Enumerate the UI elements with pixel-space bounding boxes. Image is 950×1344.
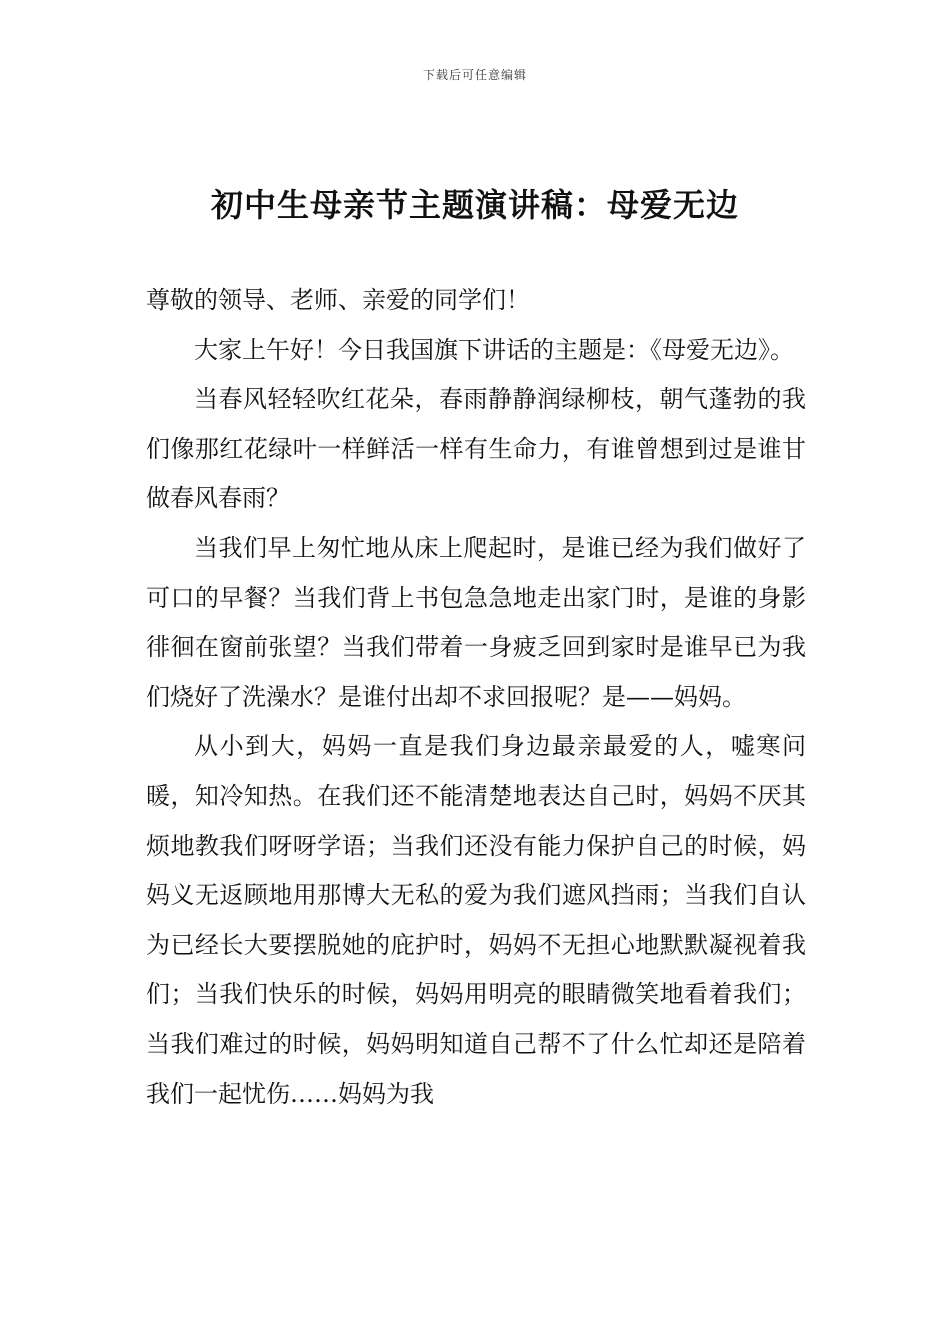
document-body	[146, 276, 806, 1119]
paragraph-4: 从小到大，妈妈一直是我们身边最亲最爱的人，嘘寒问暖，知冷知热。在我们还不能清楚地表达自己时，妈妈不厌其烦地教我们呀呀学语；当我们还没有能力保护自己的时候，妈妈义无返顾地用那博大无私的爱为我们遮风挡雨；当我们自认为已经长大要摆脱她的庇护时，妈妈不无担心地默默凝视着我们；当我们快乐的时候，妈妈用明亮的眼睛微笑地看着我们；当我们难过的时候，妈妈明知道自己帮不了什么忙却还是陪着我们一起忧伤……妈妈为我	[146, 732, 806, 1108]
paragraph-2: 当春风轻轻吹红花朵，春雨静静润绿柳枝，朝气蓬勃的我们像那红花绿叶一样鲜活一样有生命力，有谁曾想到过是谁甘做春风春雨？	[146, 385, 806, 513]
paragraph-1: 大家上午好！今日我国旗下讲话的主题是：《母爱无边》。	[194, 335, 794, 364]
document-title: 初中生母亲节主题演讲稿：母爱无边	[210, 186, 739, 224]
paragraph-3: 当我们早上匆忙地从床上爬起时，是谁已经为我们做好了可口的早餐？当我们背上书包急急地走出家门时，是谁的身影徘徊在窗前张望？当我们带着一身疲乏回到家时是谁早已为我们烧好了洗澡水？是谁付出却不求回报呢？是——妈妈。	[146, 533, 806, 711]
salutation: 尊敬的领导、老师、亲爱的同学们！	[146, 286, 530, 314]
header-note: 下载后可任意编辑	[422, 68, 527, 82]
